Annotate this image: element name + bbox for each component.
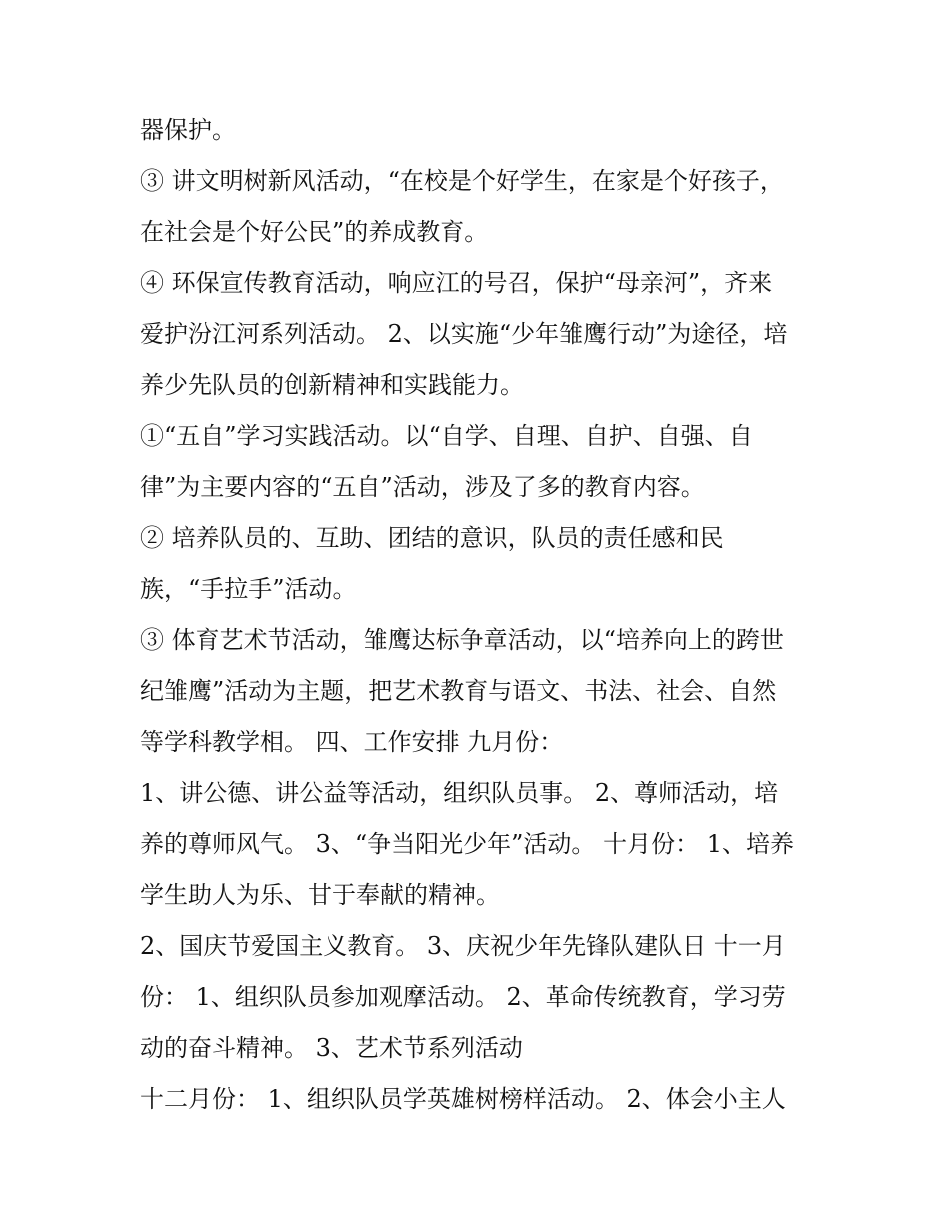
text-line: 2、国庆节爱国主义教育。 3、庆祝少年先锋队建队日 十一月 — [140, 932, 786, 960]
text-line: ② 培养队员的、互助、团结的意识，队员的责任感和民 — [140, 524, 724, 552]
text-line: 在社会是个好公民”的养成教育。 — [140, 218, 489, 246]
text-line: 族，“手拉手”活动。 — [140, 575, 357, 603]
text-line: ③ 讲文明树新风活动，“在校是个好学生，在家是个好孩子， — [140, 167, 784, 195]
text-line: 器保护。 — [140, 116, 236, 144]
text-line: 十二月份： 1、组织队员学英雄树榜样活动。 2、体会小主人 — [140, 1085, 786, 1113]
text-line: ①“五自”学习实践活动。以“自学、自理、自护、自强、自 — [140, 422, 753, 450]
text-line: 等学科教学相。 四、工作安排 九月份： — [140, 728, 564, 756]
text-line: 1、讲公德、讲公益等活动，组织队员事。 2、尊师活动，培 — [140, 779, 779, 807]
text-line: 养少先队员的创新精神和实践能力。 — [140, 371, 524, 399]
text-line: ③ 体育艺术节活动，雏鹰达标争章活动，以“培养向上的跨世 — [140, 626, 784, 654]
text-line: 动的奋斗精神。 3、艺术节系列活动 — [140, 1034, 523, 1062]
text-line: 律”为主要内容的“五自”活动，涉及了多的教育内容。 — [140, 473, 705, 501]
text-line: 养的尊师风气。 3、“争当阳光少年”活动。 十月份： 1、培养 — [140, 830, 794, 858]
text-line: ④ 环保宣传教育活动，响应江的号召，保护“母亲河”，齐来 — [140, 269, 773, 297]
text-line: 份： 1、组织队员参加观摩活动。 2、革命传统教育，学习劳 — [140, 983, 786, 1011]
text-line: 爱护汾江河系列活动。 2、以实施“少年雏鹰行动”为途径，培 — [140, 320, 788, 348]
text-line: 纪雏鹰”活动为主题，把艺术教育与语文、书法、社会、自然 — [140, 677, 777, 705]
text-line: 学生助人为乐、甘于奉献的精神。 — [140, 881, 500, 909]
document-body — [140, 105, 810, 1125]
